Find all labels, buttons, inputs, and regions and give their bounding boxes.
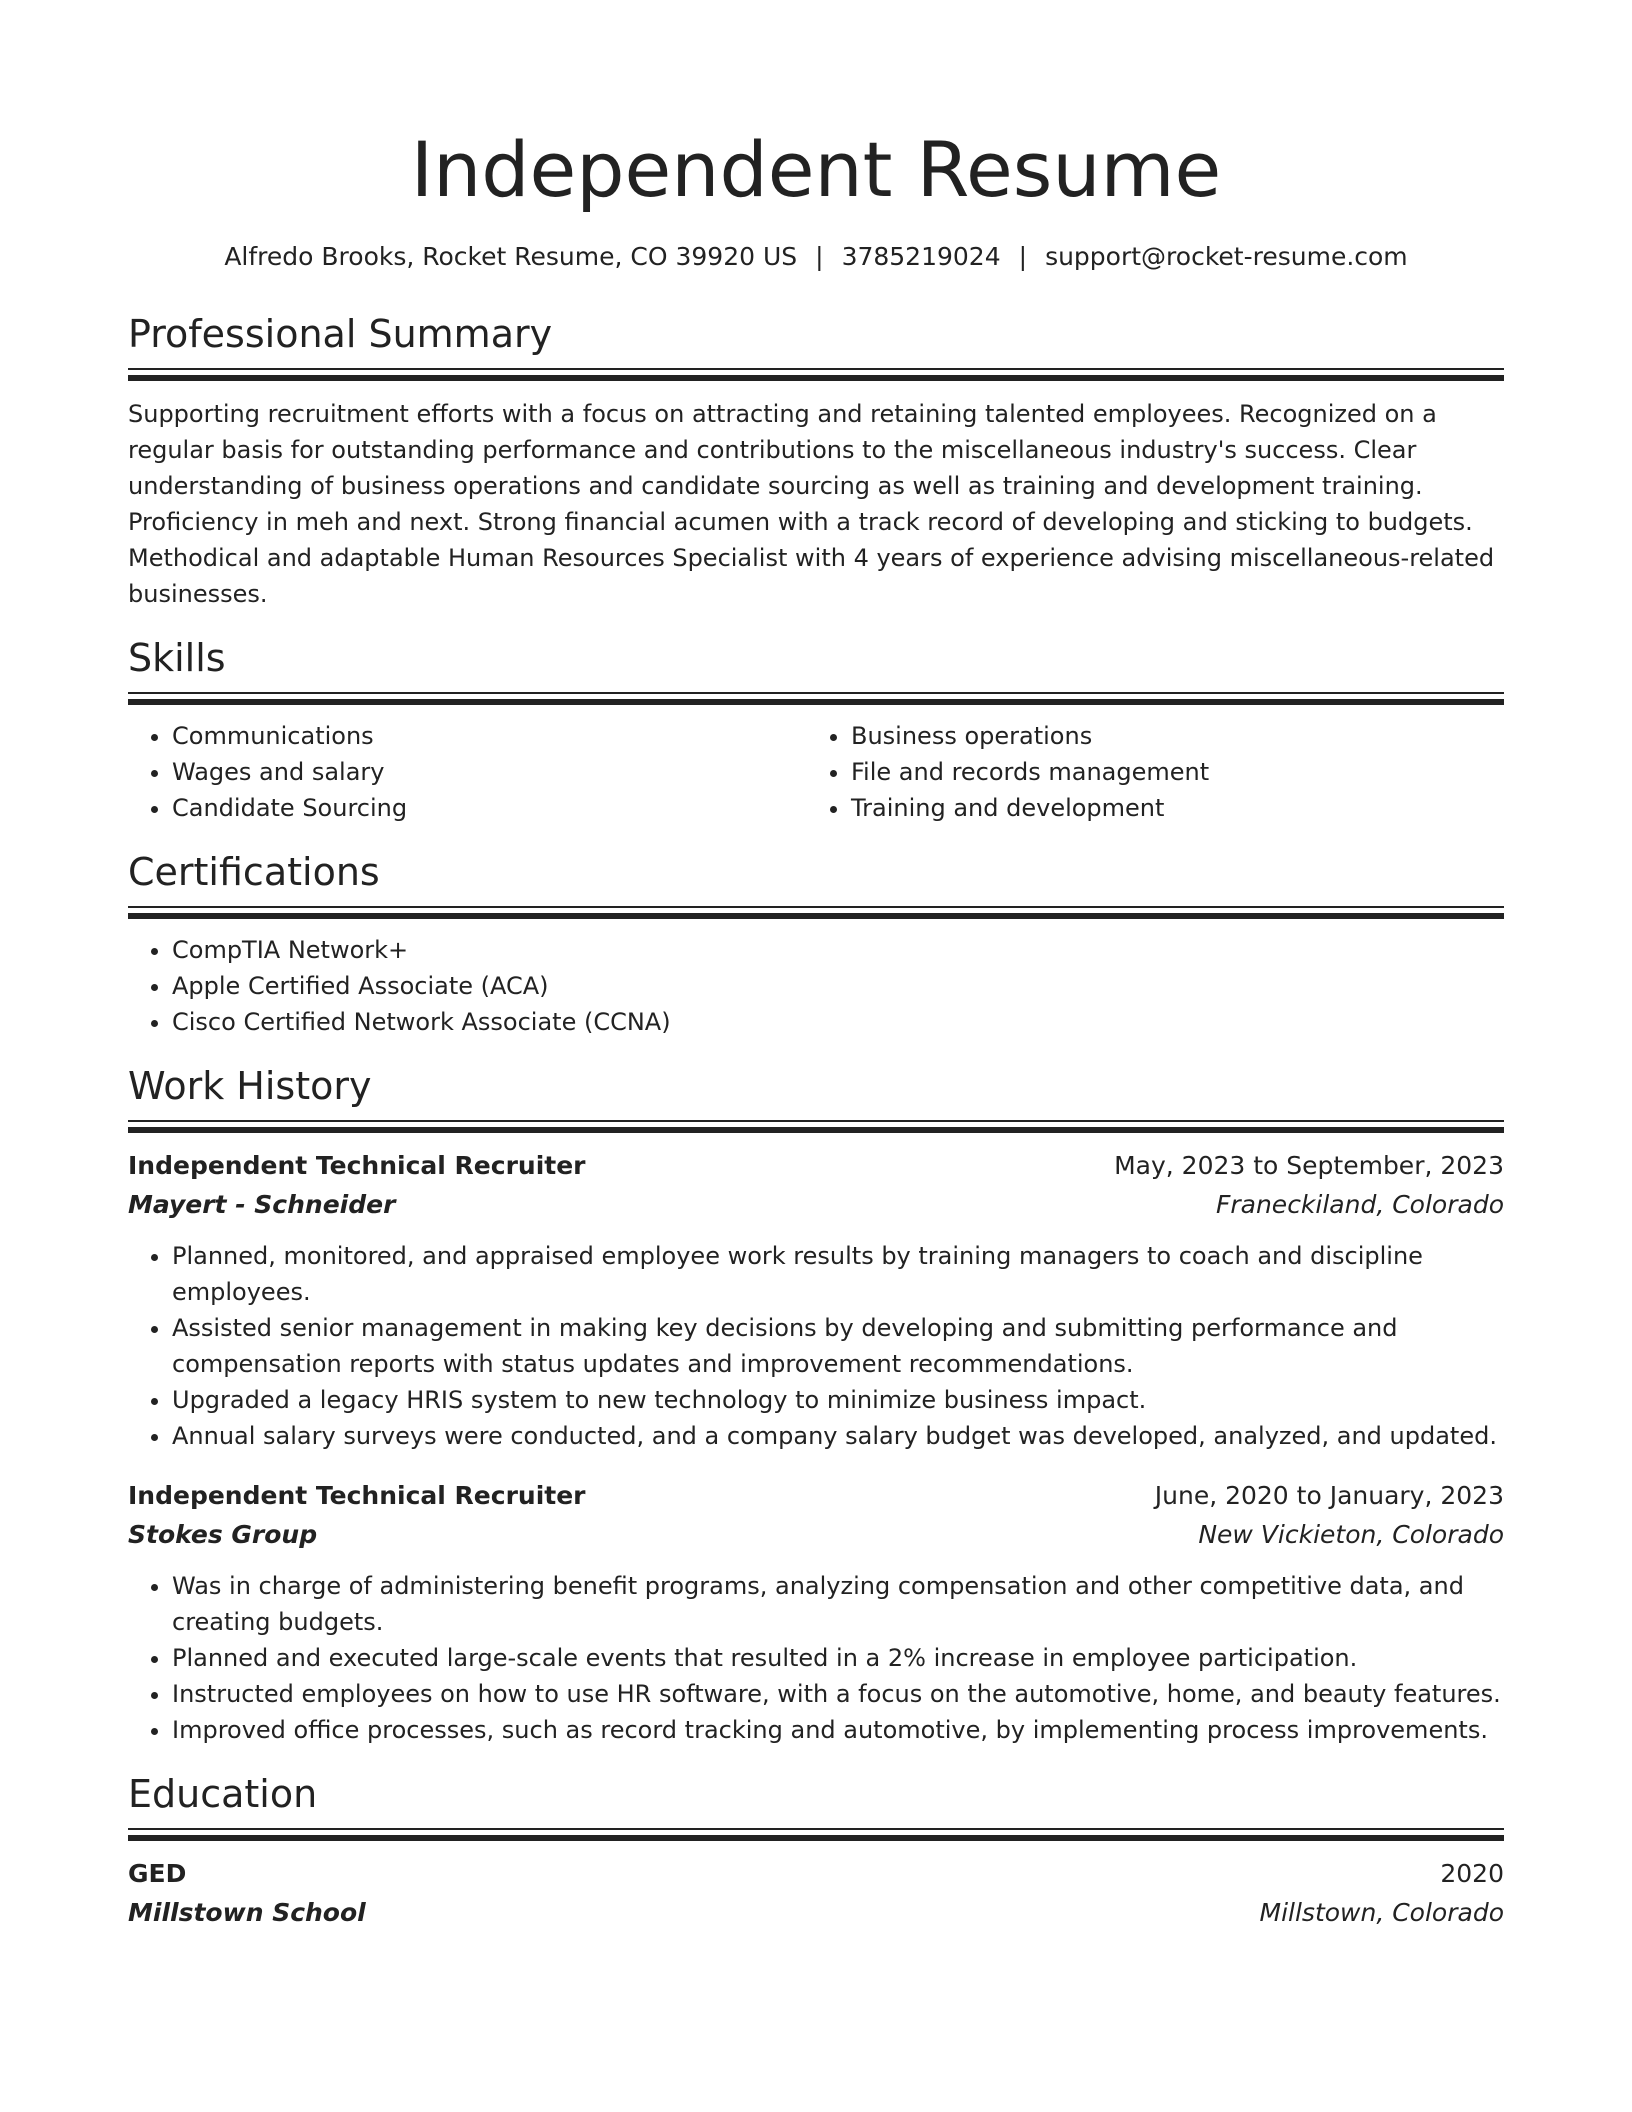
section-divider — [128, 1120, 1504, 1134]
job-entry — [128, 1146, 1504, 1454]
section-heading-skills: Skills — [128, 636, 226, 680]
job-location: New Vickieton, Colorado — [1198, 1520, 1504, 1549]
skill-item: • File and records management — [851, 754, 1486, 790]
section-heading-work-history: Work History — [128, 1064, 372, 1108]
summary-section — [128, 310, 1504, 612]
section-heading-education: Education — [128, 1772, 318, 1816]
skill-item: • Wages and salary — [172, 754, 807, 790]
certifications-section — [128, 848, 1504, 1040]
education-subheader — [128, 1894, 1504, 1932]
contact-phone: 3785219024 — [841, 242, 1001, 271]
section-divider — [128, 1828, 1504, 1842]
job-bullet: • Instructed employees on how to use HR software, with a focus on the automotive, home, and beauty features. — [172, 1676, 1504, 1712]
job-dates: June, 2020 to January, 2023 — [1154, 1481, 1504, 1510]
certification-item: • CompTIA Network+ — [172, 932, 1504, 968]
section-divider — [128, 906, 1504, 920]
job-employer: Mayert - Schneider — [128, 1190, 396, 1219]
skill-item: • Training and development — [851, 790, 1486, 826]
contact-separator: | — [1018, 242, 1028, 271]
contact-line — [128, 240, 1504, 274]
skill-item: • Candidate Sourcing — [172, 790, 807, 826]
job-bullet: • Was in charge of administering benefit programs, analyzing compensation and other competitive data, and creating budgets. — [172, 1568, 1504, 1640]
job-title: Independent Technical Recruiter — [128, 1481, 586, 1510]
resume-page — [128, 0, 1504, 2112]
section-heading-certifications: Certifications — [128, 850, 380, 894]
job-bullet: • Planned, monitored, and appraised employee work results by training managers to coach and discipline employees. — [172, 1238, 1504, 1310]
job-subheader — [128, 1186, 1504, 1224]
job-dates: May, 2023 to September, 2023 — [1114, 1151, 1504, 1180]
job-header — [128, 1146, 1504, 1186]
job-entry — [128, 1476, 1504, 1748]
education-year: 2020 — [1440, 1859, 1504, 1888]
education-header — [128, 1854, 1504, 1894]
section-divider — [128, 368, 1504, 382]
summary-text: Supporting recruitment efforts with a focus on attracting and retaining talented employees. Recognized on a regular basis for outstanding performance and contributions to the miscellaneous industry's success. Clear understanding of business operations and candidate sourcing as well as training and development training. Proficiency in meh and next. Strong financial acumen with a track record of developing and sticking to budgets. Methodical and adaptable Human Resources Specialist with 4 years of experience advising miscellaneous-related businesses. — [128, 400, 1495, 608]
contact-separator: | — [815, 242, 824, 271]
job-header — [128, 1476, 1504, 1516]
job-title: Independent Technical Recruiter — [128, 1151, 586, 1180]
skills-grid — [128, 718, 1504, 826]
skills-list-left — [128, 718, 807, 826]
contact-email: support@rocket-resume.com — [1045, 242, 1408, 271]
job-bullets — [128, 1238, 1504, 1454]
work-history-section — [128, 1062, 1504, 1748]
skills-list-right — [807, 718, 1486, 826]
education-entry — [128, 1854, 1504, 1932]
education-school: Millstown School — [128, 1898, 366, 1927]
job-subheader — [128, 1516, 1504, 1554]
job-bullet: • Annual salary surveys were conducted, and a company salary budget was developed, analyzed, and updated. — [172, 1418, 1504, 1454]
job-bullet: • Planned and executed large-scale events that resulted in a 2% increase in employee participation. — [172, 1640, 1504, 1676]
resume-title: Independent Resume — [410, 125, 1222, 214]
section-heading-summary: Professional Summary — [128, 312, 553, 356]
education-location: Millstown, Colorado — [1259, 1898, 1504, 1927]
job-bullets — [128, 1568, 1504, 1748]
job-employer: Stokes Group — [128, 1520, 318, 1549]
skill-item: • Communications — [172, 718, 807, 754]
section-divider — [128, 692, 1504, 706]
skills-section — [128, 634, 1504, 826]
job-bullet: • Improved office processes, such as record tracking and automotive, by implementing process improvements. — [172, 1712, 1504, 1748]
education-degree: GED — [128, 1859, 187, 1888]
job-bullet: • Assisted senior management in making key decisions by developing and submitting performance and compensation reports with status updates and improvement recommendations. — [172, 1310, 1504, 1382]
education-section — [128, 1770, 1504, 1932]
contact-address: Alfredo Brooks, Rocket Resume, CO 39920 US — [224, 242, 798, 271]
certification-item: • Apple Certified Associate (ACA) — [172, 968, 1504, 1004]
job-bullet: • Upgraded a legacy HRIS system to new technology to minimize business impact. — [172, 1382, 1504, 1418]
certifications-list — [128, 932, 1504, 1040]
job-location: Franeckiland, Colorado — [1215, 1190, 1504, 1219]
skill-item: • Business operations — [851, 718, 1486, 754]
certification-item: • Cisco Certified Network Associate (CCNA) — [172, 1004, 1504, 1040]
